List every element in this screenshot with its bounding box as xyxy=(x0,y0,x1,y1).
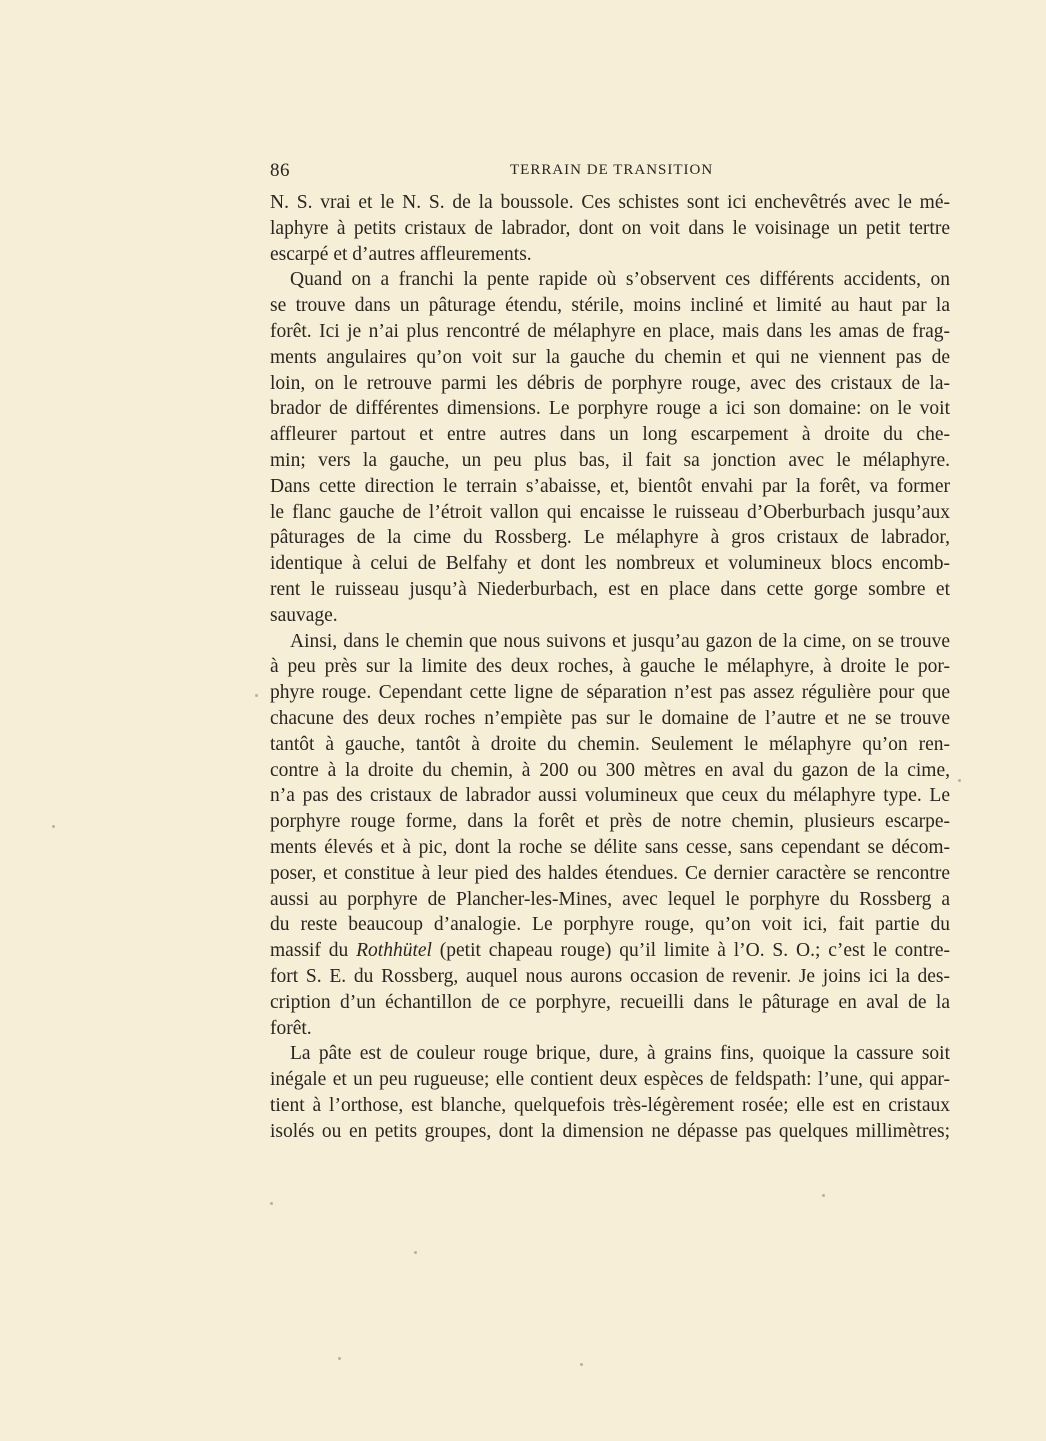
paragraph-1 xyxy=(270,190,950,267)
text-line: tient à l’orthose, est blanche, quelquefois très-légèrement rosée; elle est en cristaux xyxy=(270,1094,950,1116)
text-line-with-italic xyxy=(270,938,950,964)
running-head xyxy=(270,160,950,184)
text-segment: (petit chapeau rouge) qu’il limite à l’O. S. O.; c’est le contre- xyxy=(439,940,950,962)
text-line: brador de différentes dimensions. Le porphyre rouge a ici son domaine: on le voit xyxy=(270,398,950,420)
paper-speck xyxy=(822,1194,825,1197)
text-line: chacune des deux roches n’empiète pas sur le domaine de l’autre et ne se trouve xyxy=(270,707,950,729)
text-line: min; vers la gauche, un peu plus bas, il fait sa jonction avec le mélaphyre. xyxy=(270,449,950,471)
text-line: forêt. Ici je n’ai plus rencontré de mélaphyre en place, mais dans les amas de frag- xyxy=(270,320,950,342)
paper-speck xyxy=(580,1363,583,1366)
text-line: pâturages de la cime du Rossberg. Le mélaphyre à gros cristaux de labrador, xyxy=(270,527,950,549)
text-line: Ainsi, dans le chemin que nous suivons et jusqu’au gazon de la cime, on se trouve xyxy=(290,630,950,652)
text-line: sauvage. xyxy=(270,604,338,626)
text-line: affleurer partout et entre autres dans un long escarpement à droite du che- xyxy=(270,424,950,446)
italic-term: Rothhütel xyxy=(356,940,432,962)
text-line: isolés ou en petits groupes, dont la dimension ne dépasse pas quelques millimètres; xyxy=(270,1120,950,1142)
paper-speck xyxy=(414,1251,417,1254)
body-text xyxy=(270,190,950,1144)
paper-speck xyxy=(255,694,258,697)
text-line: inégale et un peu rugueuse; elle contient deux espèces de feldspath: l’une, qui appar- xyxy=(270,1069,950,1091)
paper-speck xyxy=(52,825,55,828)
text-line: poser, et constitue à leur pied des haldes étendues. Ce dernier caractère se rencontre xyxy=(270,862,950,884)
text-line: cription d’un échantillon de ce porphyre, recueilli dans le pâturage en aval de la xyxy=(270,991,950,1013)
text-line: aussi au porphyre de Plancher-les-Mines, avec lequel le porphyre du Rossberg a xyxy=(270,888,950,910)
text-line: escarpé et d’autres affleurements. xyxy=(270,243,532,265)
text-line: N. S. vrai et le N. S. de la boussole. Ces schistes sont ici enchevêtrés avec le mé- xyxy=(270,192,950,213)
text-line: n’a pas des cristaux de labrador aussi volumineux que ceux du mélaphyre type. Le xyxy=(270,785,950,807)
text-line: tantôt à gauche, tantôt à droite du chemin. Seulement le mélaphyre qu’on ren- xyxy=(270,733,950,755)
running-title: TERRAIN DE TRANSITION xyxy=(510,162,714,178)
text-line: forêt. xyxy=(270,1017,312,1039)
text-line: se trouve dans un pâturage étendu, stérile, moins incliné et limité au haut par la xyxy=(270,295,950,317)
text-line: Quand on a franchi la pente rapide où s’observent ces différents accidents, on xyxy=(290,269,950,291)
text-line: rent le ruisseau jusqu’à Niederburbach, est en place dans cette gorge sombre et xyxy=(270,578,950,600)
text-line: le flanc gauche de l’étroit vallon qui encaisse le ruisseau d’Oberburbach jusqu’aux xyxy=(270,501,950,523)
text-line: ments élevés et à pic, dont la roche se délite sans cesse, sans cependant se décom- xyxy=(270,836,950,858)
text-line: porphyre rouge forme, dans la forêt et près de notre chemin, plusieurs escarpe- xyxy=(270,811,950,833)
text-line: fort S. E. du Rossberg, auquel nous aurons occasion de revenir. Je joins ici la des- xyxy=(270,965,950,987)
paper-speck xyxy=(270,1202,273,1205)
paragraph-2 xyxy=(270,267,950,628)
paragraph-4 xyxy=(270,1041,950,1144)
text-segment: massif du xyxy=(270,940,357,962)
text-line: du reste beaucoup d’analogie. Le porphyre rouge, qu’on voit ici, fait partie du xyxy=(270,914,950,936)
paragraph-3 xyxy=(270,629,950,1042)
text-line: à peu près sur la limite des deux roches, à gauche le mélaphyre, à droite le por- xyxy=(270,656,950,678)
text-line: Dans cette direction le terrain s’abaisse, et, bientôt envahi par la forêt, va former xyxy=(270,475,950,497)
paper-speck xyxy=(958,779,961,782)
text-line: identique à celui de Belfahy et dont les nombreux et volumineux blocs encomb- xyxy=(270,553,950,575)
text-line: loin, on le retrouve parmi les débris de porphyre rouge, avec des cristaux de la- xyxy=(270,372,950,394)
text-line: phyre rouge. Cependant cette ligne de séparation n’est pas assez régulière pour que xyxy=(270,682,950,704)
text-line: La pâte est de couleur rouge brique, dure, à grains fins, quoique la cassure soit xyxy=(290,1043,950,1065)
text-line: contre à la droite du chemin, à 200 ou 300 mètres en aval du gazon de la cime, xyxy=(270,759,950,781)
page-number: 86 xyxy=(270,160,290,181)
paper-speck xyxy=(338,1357,341,1360)
text-line: ments angulaires qu’on voit sur la gauche du chemin et qui ne viennent pas de xyxy=(270,346,950,368)
text-line: laphyre à petits cristaux de labrador, dont on voit dans le voisinage un petit tertre xyxy=(270,217,950,239)
